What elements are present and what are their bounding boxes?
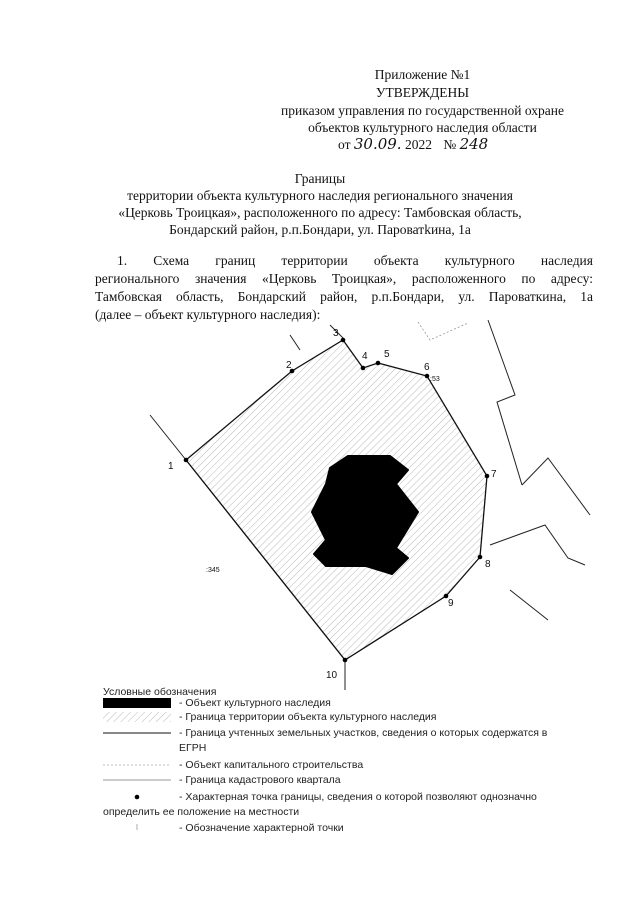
title-line-2: территории объекта культурного наследия регионального значения xyxy=(127,188,513,203)
point-label-1: 1 xyxy=(168,461,174,472)
legend-item-heritage-object: - Объект культурного наследия xyxy=(103,697,331,709)
number-prefix: № xyxy=(443,137,457,152)
order-line-2: объектов культурного наследия области xyxy=(308,120,537,135)
title-line-1: Границы xyxy=(294,171,346,186)
title-line-4: Бондарский район, р.п.Бондари, ул. Пароватkина, 1а xyxy=(169,222,471,237)
legend-symbol-hatch xyxy=(103,711,171,723)
point-label-4: 4 xyxy=(362,351,368,362)
boundary-point-5 xyxy=(376,361,381,366)
parcel-line xyxy=(290,335,300,350)
point-label-5: 5 xyxy=(384,349,390,360)
legend-symbol-dotted-line xyxy=(103,760,171,770)
date-prefix: от xyxy=(338,137,351,152)
paragraph-line-1: 1. Схема границ территории объекта культурного наследия xyxy=(117,253,593,268)
title-line-3: «Церковь Троицкая», расположенного по адресу: Тамбовская область, xyxy=(118,205,522,220)
legend-title: Условные обозначения xyxy=(103,686,217,698)
handwritten-date: 30.09. xyxy=(353,135,402,153)
point-label-9: 9 xyxy=(448,598,454,609)
parcel-line xyxy=(490,525,585,565)
point-label-3: 3 xyxy=(333,328,339,339)
parcel-line xyxy=(150,415,186,460)
boundary-point-3 xyxy=(341,338,346,343)
legend-item-territory-boundary: - Граница территории объекта культурного наследия xyxy=(103,711,437,723)
legend-symbol-black-fill xyxy=(103,697,171,709)
appendix-label: Приложение №1 xyxy=(374,67,471,82)
handwritten-number: 248 xyxy=(459,135,489,153)
boundary-point-10 xyxy=(343,658,348,663)
point-label-10: 10 xyxy=(326,670,338,681)
heritage-object xyxy=(312,456,418,574)
parcel-label-345: :345 xyxy=(206,567,220,574)
legend-item-cadastral-quarter: - Граница кадастрового квартала xyxy=(103,774,341,786)
boundary-point-1 xyxy=(184,458,189,463)
point-label-2: 2 xyxy=(286,360,292,371)
legend-item-parcel-boundary-cont: ЕГРН xyxy=(179,742,207,754)
parcel-line xyxy=(522,458,590,515)
parcel-label-53: :53 xyxy=(430,376,440,383)
parcel-line xyxy=(510,590,548,620)
legend-item-parcel-boundary: - Граница учтенных земельных участков, сведения о которых содержатся в xyxy=(103,727,547,739)
legend-symbol-tick xyxy=(103,822,171,834)
approved-label: УТВЕРЖДЕНЫ xyxy=(375,85,470,100)
paragraph-line-4: (далее – объект культурного наследия): xyxy=(95,307,321,322)
legend-item-capital-construction: - Объект капитального строительства xyxy=(103,759,363,771)
parcel-line xyxy=(488,320,522,485)
legend-symbol-solid-line xyxy=(103,728,171,738)
point-label-8: 8 xyxy=(485,559,491,570)
point-label-6: 6 xyxy=(424,362,430,373)
order-line-1: приказом управления по государственной охране xyxy=(281,103,564,118)
legend-symbol-thin-line xyxy=(103,775,171,785)
capital-construction-object xyxy=(418,322,468,340)
paragraph-line-2: регионального значения «Церковь Троицкая», расположенного по адресу: xyxy=(95,271,593,286)
boundary-point-7 xyxy=(485,474,490,479)
year: 2022 xyxy=(404,137,432,152)
boundary-point-8 xyxy=(478,555,483,560)
legend-symbol-dot xyxy=(103,792,171,802)
legend-item-characteristic-point-cont: определить ее положение на местности xyxy=(103,806,300,818)
boundary-point-4 xyxy=(361,366,366,371)
legend-item-characteristic-point: - Характерная точка границы, сведения о которой позволяют однозначно xyxy=(103,791,537,803)
boundary-point-6 xyxy=(425,374,430,379)
legend-item-point-designation: - Обозначение характерной точки xyxy=(103,822,344,834)
paragraph-line-3: Тамбовская область, Бондарский район, р.п.Бондари, ул. Пароваткина, 1а xyxy=(95,289,593,304)
point-label-7: 7 xyxy=(491,469,497,480)
